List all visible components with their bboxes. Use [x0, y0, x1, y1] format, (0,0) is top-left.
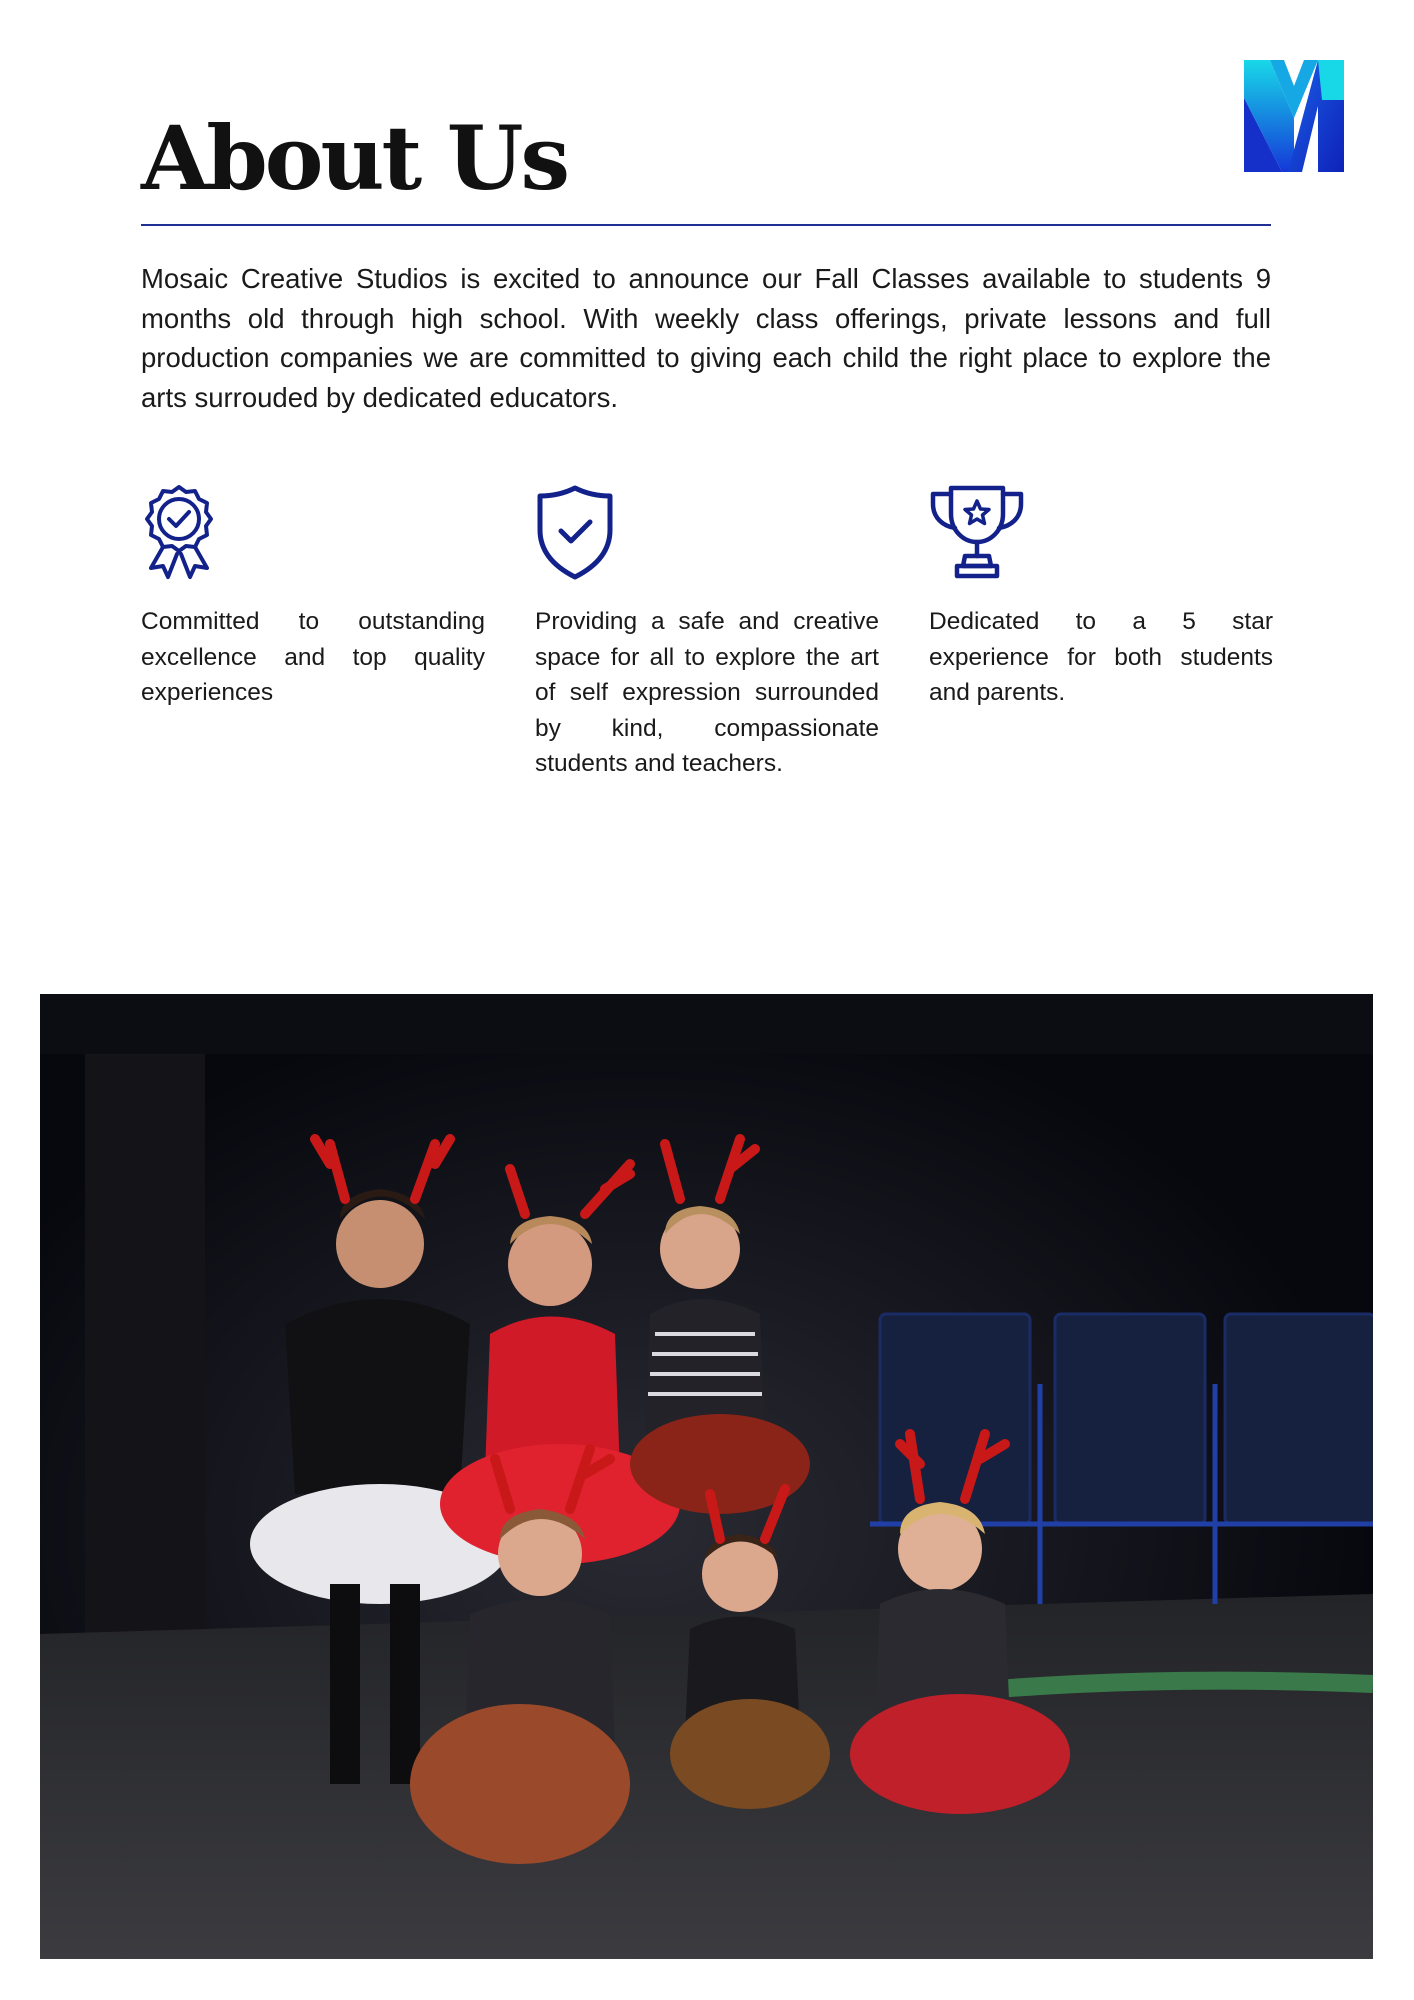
shield-check-icon [535, 484, 879, 580]
stage-photo [40, 994, 1373, 1959]
feature-five-star [929, 484, 1273, 706]
intro-paragraph: Mosaic Creative Studios is excited to announce our Fall Classes available to students 9 months old through high school. With weekly class offerings, private lessons and full production companies we are committed to giving each child the right place to explore the arts surrouded by dedicated educators. [141, 263, 1271, 413]
title-divider [141, 224, 1271, 226]
page-title: About Us [141, 106, 568, 210]
feature-text: Dedicated to a 5 star experience for both students and parents. [929, 608, 1273, 706]
feature-text: Providing a safe and creative space for all to explore the art of self expression surrounded by kind, compassionate students and teachers. [535, 608, 879, 777]
award-ribbon-icon [141, 484, 485, 580]
feature-safe-space [535, 484, 879, 777]
feature-text: Committed to outstanding excellence and top quality experiences [141, 608, 485, 706]
feature-excellence [141, 484, 485, 706]
trophy-star-icon [929, 484, 1273, 580]
brand-logo [1244, 60, 1344, 172]
